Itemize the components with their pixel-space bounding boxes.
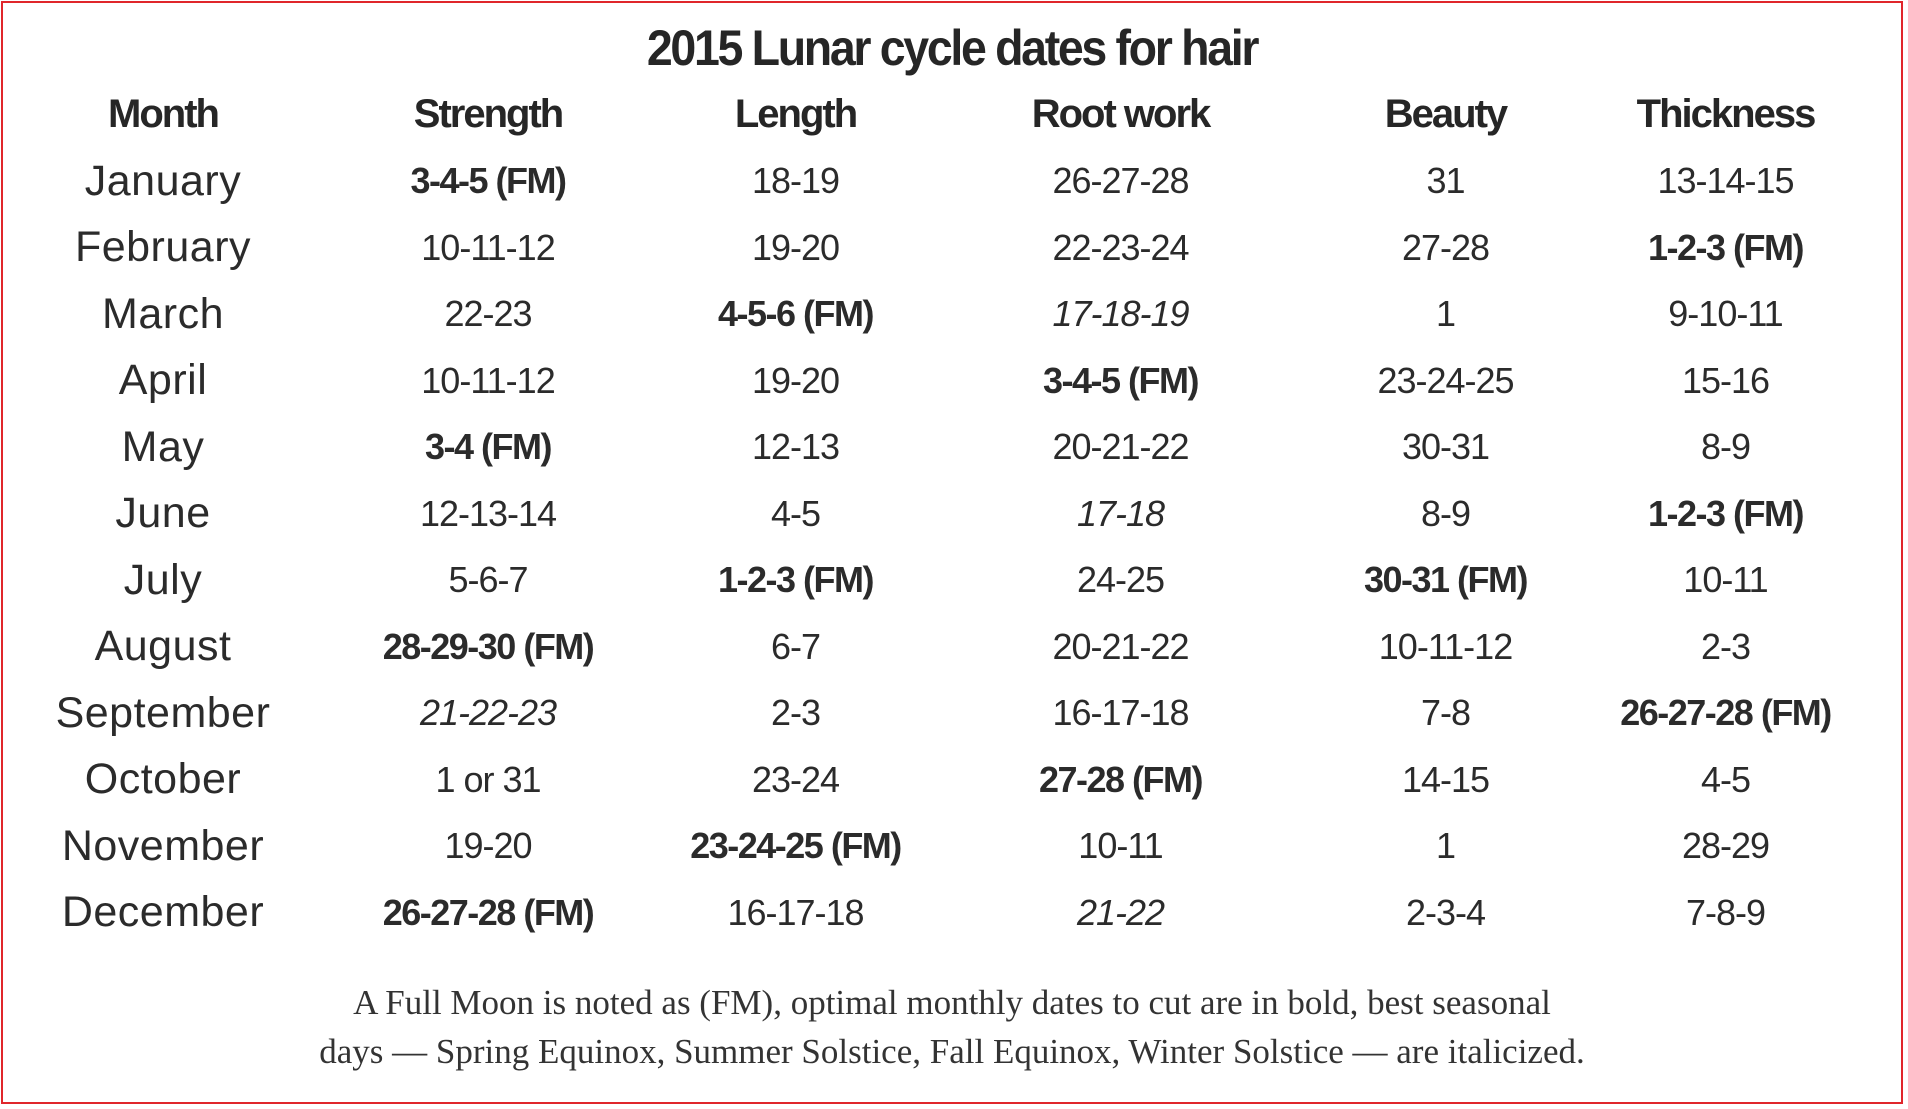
month-cell: August bbox=[94, 622, 232, 671]
footnote bbox=[3, 978, 1901, 1076]
length-cell: 16-17-18 bbox=[727, 891, 864, 933]
root-work-cell: 22-23-24 bbox=[1052, 226, 1189, 268]
table-row bbox=[3, 348, 1863, 415]
root-work-cell: 3-4-5 (FM) bbox=[1043, 359, 1198, 401]
month-cell: September bbox=[55, 688, 271, 737]
strength-cell: 28-29-30 (FM) bbox=[382, 625, 594, 667]
month-cell: February bbox=[74, 223, 252, 272]
beauty-cell: 30-31 (FM) bbox=[1363, 559, 1528, 601]
table-row bbox=[3, 747, 1863, 814]
table-row bbox=[3, 215, 1863, 282]
strength-cell: 3-4 (FM) bbox=[425, 426, 551, 468]
root-work-cell: 27-28 (FM) bbox=[1038, 758, 1203, 800]
month-cell: March bbox=[102, 289, 224, 338]
table-row bbox=[3, 614, 1863, 681]
table-row bbox=[3, 813, 1863, 880]
thickness-cell: 4-5 bbox=[1700, 758, 1751, 800]
beauty-cell: 7-8 bbox=[1420, 692, 1471, 734]
thickness-cell: 8-9 bbox=[1700, 426, 1751, 468]
strength-cell: 10-11-12 bbox=[421, 226, 555, 268]
strength-cell: 1 or 31 bbox=[435, 758, 541, 800]
beauty-cell: 30-31 bbox=[1401, 426, 1490, 468]
length-cell: 23-24-25 (FM) bbox=[690, 825, 901, 867]
thickness-cell: 13-14-15 bbox=[1657, 160, 1794, 202]
header-length: Length bbox=[734, 92, 857, 136]
root-work-cell: 21-22 bbox=[1076, 891, 1165, 933]
root-work-cell: 16-17-18 bbox=[1052, 692, 1189, 734]
beauty-cell: 23-24-25 bbox=[1377, 359, 1514, 401]
table-row bbox=[3, 148, 1863, 215]
length-cell: 18-19 bbox=[751, 160, 840, 202]
length-cell: 4-5 bbox=[770, 492, 821, 534]
page-title: 2015 Lunar cycle dates for hair bbox=[646, 20, 1258, 76]
root-work-cell: 10-11 bbox=[1078, 825, 1163, 867]
table-row bbox=[3, 880, 1863, 947]
length-cell: 4-5-6 (FM) bbox=[718, 293, 873, 335]
month-cell: November bbox=[61, 821, 265, 870]
month-cell: December bbox=[61, 888, 265, 937]
thickness-cell: 1-2-3 (FM) bbox=[1648, 492, 1803, 534]
table-row bbox=[3, 547, 1863, 614]
thickness-cell: 26-27-28 (FM) bbox=[1620, 692, 1831, 734]
strength-cell: 10-11-12 bbox=[421, 359, 555, 401]
length-cell: 6-7 bbox=[770, 625, 821, 667]
month-cell: May bbox=[121, 422, 205, 471]
beauty-cell: 1 bbox=[1435, 293, 1456, 335]
strength-cell: 12-13-14 bbox=[419, 492, 557, 534]
root-work-cell: 17-18 bbox=[1076, 492, 1165, 534]
thickness-cell: 1-2-3 (FM) bbox=[1648, 226, 1803, 268]
root-work-cell: 26-27-28 bbox=[1052, 160, 1189, 202]
root-work-cell: 20-21-22 bbox=[1052, 426, 1189, 468]
month-cell: April bbox=[118, 356, 208, 405]
strength-cell: 21-22-23 bbox=[419, 692, 557, 734]
header-root-work: Root work bbox=[1031, 92, 1210, 136]
thickness-cell: 10-11 bbox=[1683, 559, 1768, 601]
length-cell: 2-3 bbox=[770, 692, 821, 734]
length-cell: 12-13 bbox=[751, 426, 840, 468]
root-work-cell: 24-25 bbox=[1076, 559, 1165, 601]
header-thickness: Thickness bbox=[1636, 92, 1815, 136]
footnote-line-1: A Full Moon is noted as (FM), optimal monthly dates to cut are in bold, best seasonal bbox=[353, 983, 1551, 1022]
beauty-cell: 27-28 bbox=[1401, 226, 1490, 268]
table-row bbox=[3, 680, 1863, 747]
length-cell: 23-24 bbox=[751, 758, 840, 800]
month-cell: January bbox=[84, 156, 242, 205]
length-cell: 19-20 bbox=[751, 359, 840, 401]
table-row bbox=[3, 414, 1863, 481]
strength-cell: 19-20 bbox=[444, 825, 532, 867]
header-row bbox=[3, 81, 1863, 148]
table-row bbox=[3, 481, 1863, 548]
root-work-cell: 20-21-22 bbox=[1052, 625, 1189, 667]
header-month: Month bbox=[108, 92, 218, 136]
strength-cell: 22-23 bbox=[444, 293, 532, 335]
thickness-cell: 7-8-9 bbox=[1685, 891, 1766, 933]
table-row bbox=[3, 281, 1863, 348]
beauty-cell: 8-9 bbox=[1420, 492, 1471, 534]
month-cell: October bbox=[84, 755, 242, 804]
thickness-cell: 28-29 bbox=[1681, 825, 1770, 867]
thickness-cell: 2-3 bbox=[1700, 625, 1751, 667]
strength-cell: 5-6-7 bbox=[448, 559, 528, 601]
footnote-line-2: days — Spring Equinox, Summer Solstice, Fall Equinox, Winter Solstice — are italicized. bbox=[319, 1032, 1585, 1071]
header-strength: Strength bbox=[413, 92, 563, 136]
beauty-cell: 1 bbox=[1435, 825, 1456, 867]
beauty-cell: 10-11-12 bbox=[1378, 625, 1513, 667]
page-frame bbox=[1, 1, 1903, 1104]
header-beauty: Beauty bbox=[1384, 92, 1507, 136]
strength-cell: 3-4-5 (FM) bbox=[410, 160, 566, 202]
table-body bbox=[3, 148, 1863, 946]
thickness-cell: 9-10-11 bbox=[1668, 293, 1783, 335]
beauty-cell: 31 bbox=[1426, 160, 1465, 202]
root-work-cell: 17-18-19 bbox=[1052, 293, 1189, 335]
length-cell: 1-2-3 (FM) bbox=[718, 559, 873, 601]
month-cell: June bbox=[115, 489, 211, 538]
strength-cell: 26-27-28 (FM) bbox=[382, 891, 594, 933]
length-cell: 19-20 bbox=[751, 226, 840, 268]
lunar-table bbox=[3, 81, 1863, 946]
beauty-cell: 14-15 bbox=[1401, 758, 1490, 800]
beauty-cell: 2-3-4 bbox=[1405, 891, 1486, 933]
month-cell: July bbox=[123, 555, 203, 604]
thickness-cell: 15-16 bbox=[1681, 359, 1770, 401]
